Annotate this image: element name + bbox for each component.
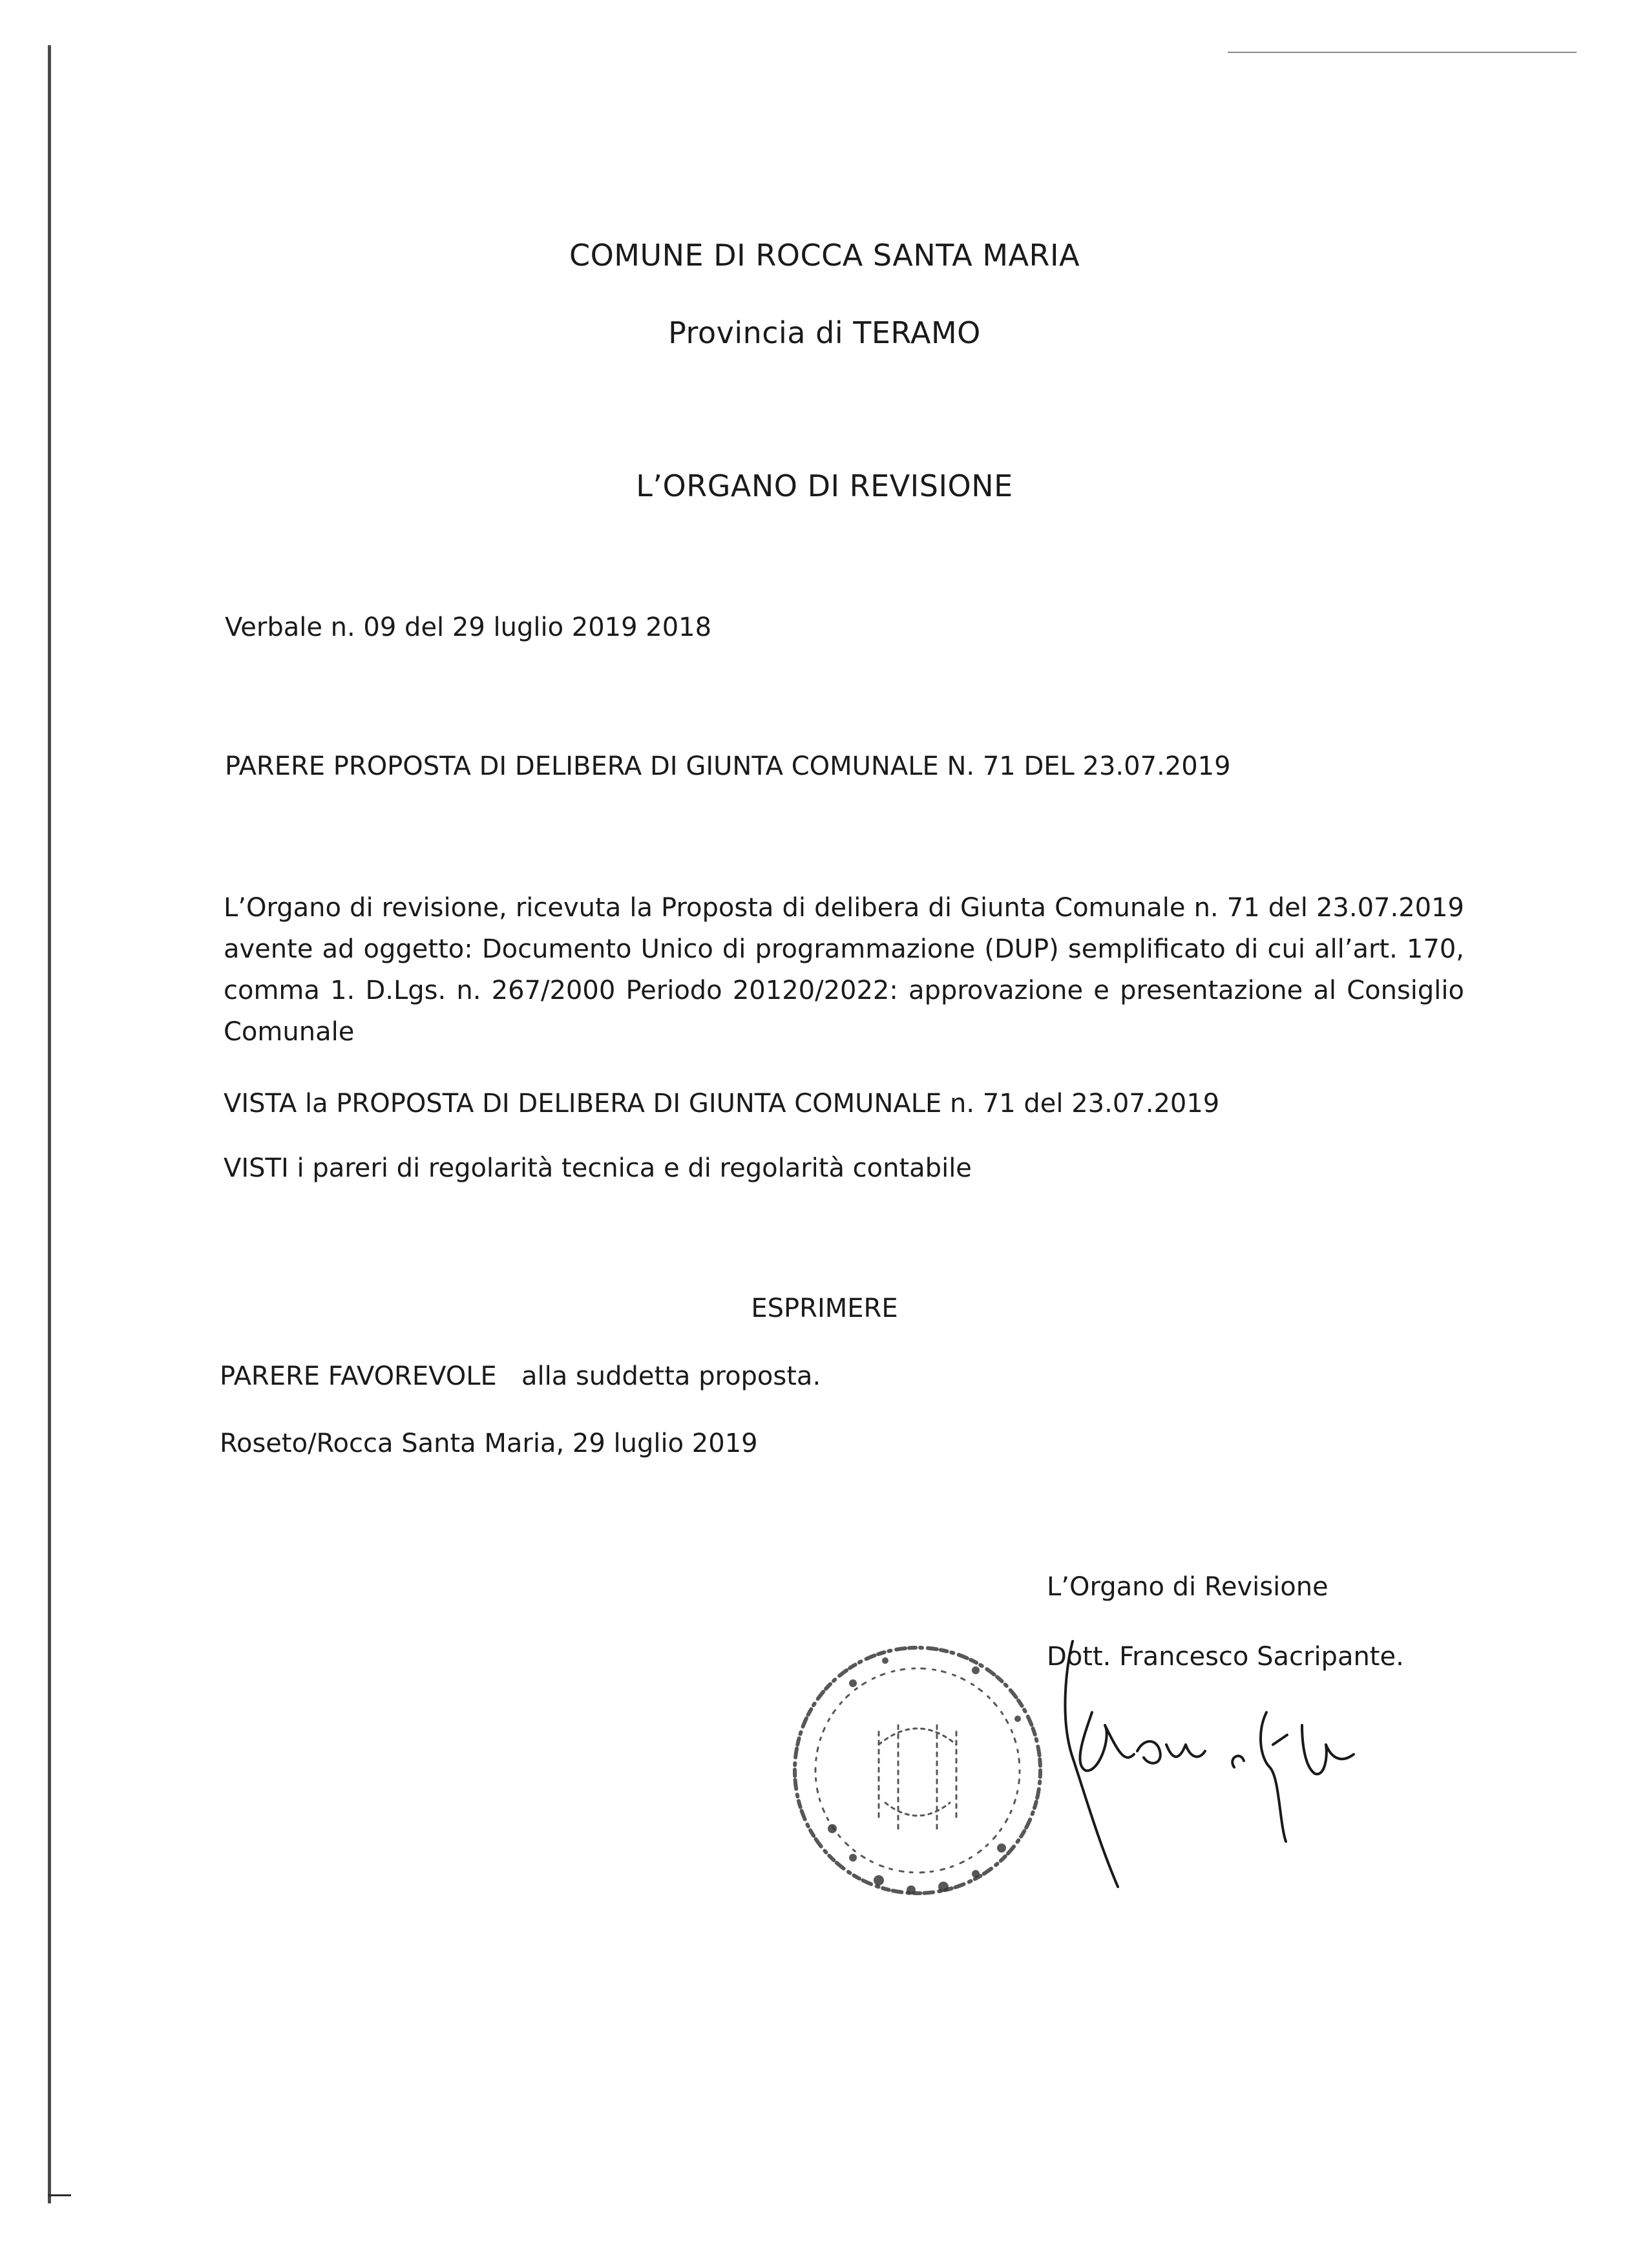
subject-line: PARERE PROPOSTA DI DELIBERA DI GIUNTA COMUNALE N. 71 DEL 23.07.2019 xyxy=(225,751,1231,781)
signature-role: L’Organo di Revisione xyxy=(1047,1572,1329,1602)
verdict-text: PARERE FAVOREVOLE alla suddetta proposta. xyxy=(220,1361,821,1391)
scan-top-rule xyxy=(1228,52,1577,53)
scan-edge-left xyxy=(48,45,51,2203)
place-date: Roseto/Rocca Santa Maria, 29 luglio 2019 xyxy=(220,1429,758,1458)
signature-name: Dott. Francesco Sacripante. xyxy=(1047,1642,1404,1672)
visti-line: VISTI i pareri di regolarità tecnica e di regolarità contabile xyxy=(224,1153,972,1183)
scan-edge-tick xyxy=(48,2194,71,2196)
minutes-reference: Verbale n. 09 del 29 luglio 2019 2018 xyxy=(225,613,712,642)
official-seal-stamp xyxy=(782,1635,1053,1906)
province-subtitle: Provincia di TERAMO xyxy=(668,315,981,350)
vista-line: VISTA la PROPOSTA DI DELIBERA DI GIUNTA COMUNALE n. 71 del 23.07.2019 xyxy=(224,1089,1220,1118)
municipality-title: COMUNE DI ROCCA SANTA MARIA xyxy=(569,238,1080,273)
verdict-heading: ESPRIMERE xyxy=(751,1294,898,1323)
intro-paragraph: L’Organo di revisione, ricevuta la Proposta di delibera di Giunta Comunale n. 71 del 23.07.2019 avente ad oggetto: Documento Unico di programmazione (DUP) semplificato di cui all’art. 170, comma 1. D.Lgs. n. 267/2000 Periodo 20120/2022: approvazione e presentazione al Consiglio Comunale xyxy=(224,893,1464,1047)
body-title: L’ORGANO DI REVISIONE xyxy=(636,468,1013,503)
handwritten-signature xyxy=(1047,1628,1447,1900)
